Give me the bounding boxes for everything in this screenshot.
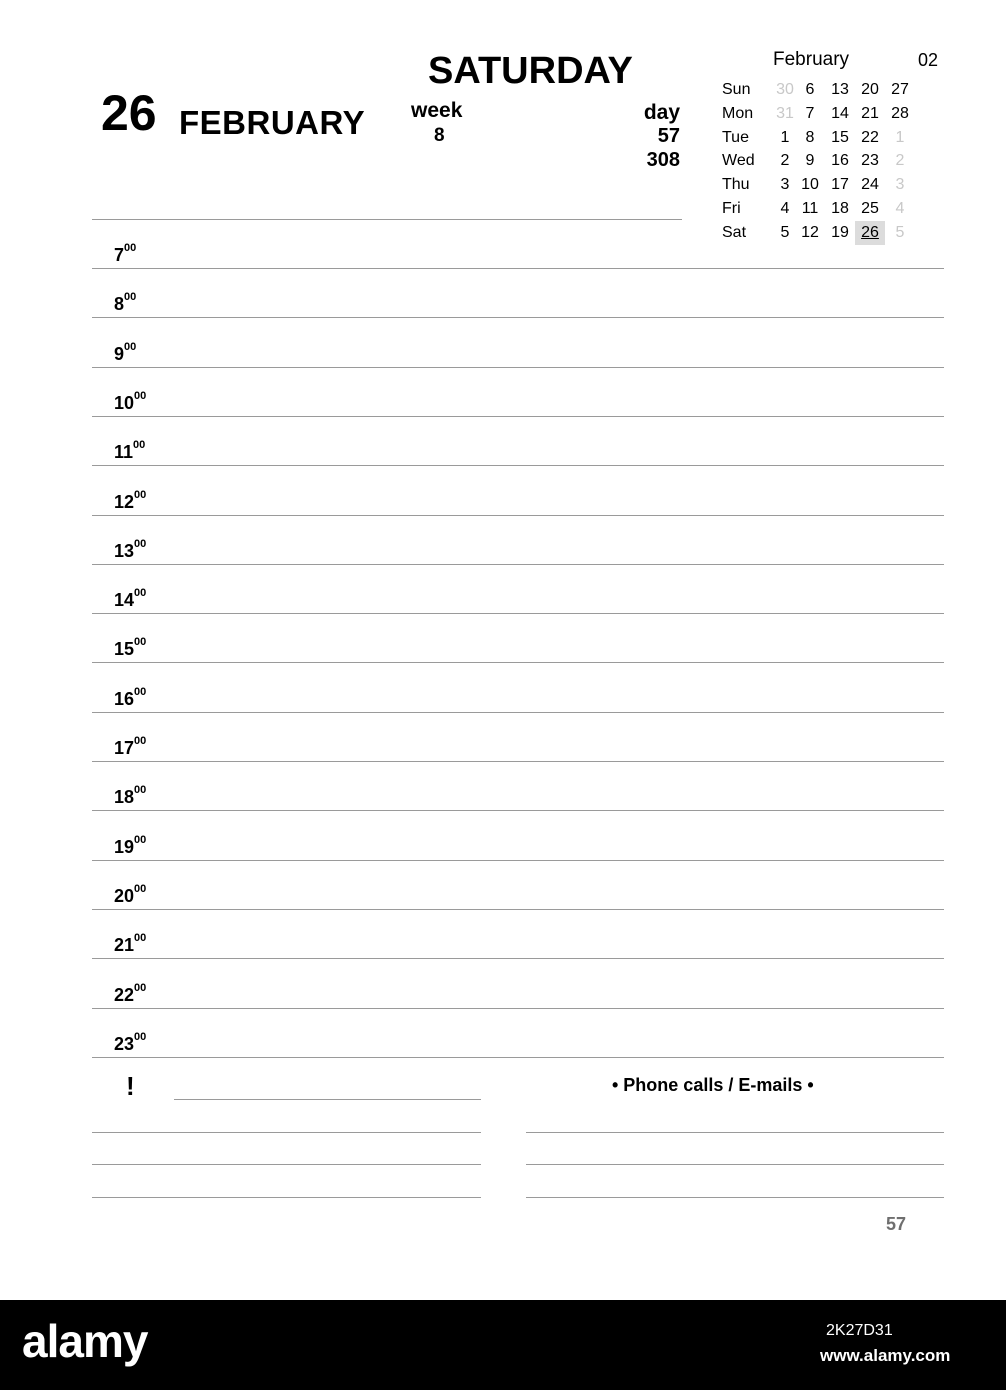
hour-label	[114, 537, 184, 561]
hour-value: 19	[114, 836, 135, 857]
hour-value: 16	[114, 688, 135, 709]
hour-value: 22	[114, 984, 135, 1005]
hour-minutes: 00	[134, 833, 147, 846]
calls-line[interactable]	[526, 1132, 944, 1133]
mini-calendar-date[interactable]: 6	[805, 81, 815, 98]
mini-calendar-date[interactable]: 20	[861, 81, 879, 98]
hour-label	[114, 784, 184, 808]
hour-minutes: 00	[133, 439, 146, 452]
mini-calendar-date[interactable]: 1	[780, 128, 790, 146]
site-url: www.alamy.com	[820, 1346, 951, 1365]
mini-calendar-date[interactable]: 19	[831, 223, 849, 241]
mini-calendar-date[interactable]: 8	[805, 128, 815, 146]
week-number: 8	[434, 125, 445, 146]
hour-value: 9	[114, 343, 125, 364]
hour-label	[114, 636, 184, 660]
mini-calendar-date[interactable]: 11	[801, 200, 819, 217]
mini-calendar-dayname: Thu	[722, 176, 750, 194]
mini-calendar-date[interactable]: 22	[861, 128, 879, 146]
hour-minutes: 00	[134, 981, 147, 994]
hour-slot-line[interactable]	[92, 515, 944, 516]
mini-calendar-date[interactable]: 14	[831, 104, 849, 122]
hour-slot-line[interactable]	[92, 1008, 944, 1009]
calls-line[interactable]	[526, 1164, 944, 1165]
mini-calendar-date[interactable]: 21	[861, 104, 879, 122]
mini-calendar-dayname: Wed	[722, 152, 755, 170]
hour-label	[114, 981, 184, 1005]
hour-slot-line[interactable]	[92, 268, 944, 269]
hour-value: 11	[114, 442, 134, 463]
mini-calendar-date[interactable]: 4	[895, 200, 905, 217]
mini-calendar-date[interactable]: 2	[780, 152, 790, 170]
image-id: 2K27D31	[826, 1322, 893, 1339]
hour-value: 23	[114, 1033, 135, 1054]
hour-label	[114, 242, 184, 265]
week-label: week	[411, 99, 463, 122]
hour-value: 17	[114, 738, 135, 758]
hour-minutes: 00	[134, 587, 147, 600]
notes-exclamation-icon: !	[126, 1071, 135, 1101]
header-divider	[92, 219, 682, 220]
mini-calendar-date[interactable]: 27	[891, 81, 909, 98]
hour-minutes: 00	[134, 488, 147, 501]
hour-label	[114, 340, 184, 364]
mini-calendar-dayname: Sat	[722, 223, 747, 241]
hour-label	[114, 389, 184, 413]
mini-calendar-date[interactable]: 24	[861, 176, 879, 194]
mini-calendar-date[interactable]: 25	[861, 200, 879, 217]
mini-calendar-date[interactable]: 18	[831, 200, 849, 217]
hour-value: 7	[114, 245, 125, 265]
mini-calendar-date[interactable]: 31	[776, 104, 794, 122]
mini-calendar-date[interactable]: 9	[805, 152, 815, 170]
hour-value: 18	[114, 787, 135, 808]
hour-label	[114, 735, 184, 758]
mini-calendar-dayname: Fri	[722, 200, 741, 217]
brand-logo: alamy	[22, 1315, 148, 1367]
hour-slot-line[interactable]	[92, 662, 944, 663]
day-of-year: 57	[657, 125, 680, 147]
mini-calendar-date[interactable]: 23	[861, 152, 879, 170]
mini-calendar-date[interactable]: 12	[801, 223, 819, 241]
hour-slot-line[interactable]	[92, 860, 944, 861]
hour-minutes: 00	[134, 735, 147, 747]
mini-calendar-month-number: 02	[918, 50, 939, 70]
days-remaining: 308	[646, 149, 680, 171]
hour-label	[114, 833, 184, 857]
notes-line[interactable]	[92, 1132, 481, 1133]
mini-calendar-date[interactable]: 1	[895, 128, 905, 146]
mini-calendar-date[interactable]: 5	[780, 223, 790, 241]
hour-minutes: 00	[124, 291, 137, 304]
hour-slot-line[interactable]	[92, 958, 944, 959]
hour-slot-line[interactable]	[92, 712, 944, 713]
mini-calendar-date[interactable]: 7	[805, 104, 815, 122]
weekday-title: SATURDAY	[428, 50, 633, 92]
mini-calendar-date[interactable]: 10	[801, 176, 819, 194]
mini-calendar-dayname: Sun	[722, 81, 751, 98]
hour-value: 15	[114, 639, 135, 660]
hour-value: 21	[114, 935, 135, 956]
hour-value: 8	[114, 294, 125, 315]
mini-calendar-date[interactable]: 30	[776, 81, 794, 98]
hour-slot-line[interactable]	[92, 465, 944, 466]
notes-line[interactable]	[174, 1099, 481, 1100]
date-day-number: 26	[101, 85, 157, 141]
mini-calendar-date[interactable]: 13	[831, 81, 849, 98]
date-month-name: FEBRUARY	[179, 104, 366, 141]
hour-minutes: 00	[134, 685, 147, 698]
hour-minutes: 00	[134, 882, 147, 895]
mini-calendar-date[interactable]: 3	[895, 176, 905, 194]
hour-minutes: 00	[124, 340, 137, 353]
hour-label	[114, 1030, 184, 1054]
mini-calendar-date[interactable]: 5	[895, 223, 905, 241]
hour-label	[114, 882, 184, 906]
mini-calendar-month: February	[773, 49, 850, 70]
hour-minutes: 00	[134, 636, 147, 649]
hour-label	[114, 685, 184, 709]
hour-minutes: 00	[124, 242, 137, 254]
hour-slot-line[interactable]	[92, 909, 944, 910]
mini-calendar-date[interactable]: 28	[891, 104, 909, 122]
hour-label	[114, 291, 184, 315]
hour-slot-line[interactable]	[92, 367, 944, 368]
hour-slot-line[interactable]	[92, 416, 944, 417]
hour-slot-line[interactable]	[92, 810, 944, 811]
hour-label	[114, 439, 184, 463]
hour-slot-line[interactable]	[92, 761, 944, 762]
hour-minutes: 00	[134, 537, 147, 550]
mini-calendar-date[interactable]: 2	[895, 152, 905, 170]
mini-calendar-dayname: Tue	[722, 128, 749, 146]
hour-minutes: 00	[134, 784, 147, 797]
mini-calendar-date[interactable]: 3	[780, 176, 790, 194]
hour-label	[114, 587, 184, 611]
notes-line[interactable]	[92, 1197, 481, 1198]
hour-label	[114, 932, 184, 956]
notes-line[interactable]	[92, 1164, 481, 1165]
hour-value: 10	[114, 392, 135, 413]
hour-value: 13	[114, 540, 135, 561]
hour-value: 20	[114, 885, 135, 906]
hour-minutes: 00	[134, 932, 147, 945]
hour-slot-line[interactable]	[92, 613, 944, 614]
mini-calendar-date[interactable]: 15	[831, 128, 849, 146]
hour-value: 14	[114, 590, 135, 611]
mini-calendar-date[interactable]: 4	[780, 200, 790, 217]
day-label: day	[643, 101, 680, 124]
mini-calendar-date[interactable]: 16	[831, 152, 849, 170]
hour-slot-line[interactable]	[92, 1057, 944, 1058]
hour-slot-line[interactable]	[92, 564, 944, 565]
phone-calls-heading: • Phone calls / E-mails •	[612, 1075, 814, 1095]
hour-slot-line[interactable]	[92, 317, 944, 318]
mini-calendar-date[interactable]: 17	[831, 176, 849, 194]
hour-minutes: 00	[134, 389, 147, 402]
hour-value: 12	[114, 491, 135, 512]
hour-minutes: 00	[134, 1030, 147, 1043]
mini-calendar-today[interactable]: 26	[855, 221, 885, 245]
calls-line[interactable]	[526, 1197, 944, 1198]
page-number: 57	[886, 1214, 907, 1234]
hour-label	[114, 488, 184, 512]
mini-calendar-dayname: Mon	[722, 104, 754, 122]
footer-bar	[0, 1300, 1006, 1390]
